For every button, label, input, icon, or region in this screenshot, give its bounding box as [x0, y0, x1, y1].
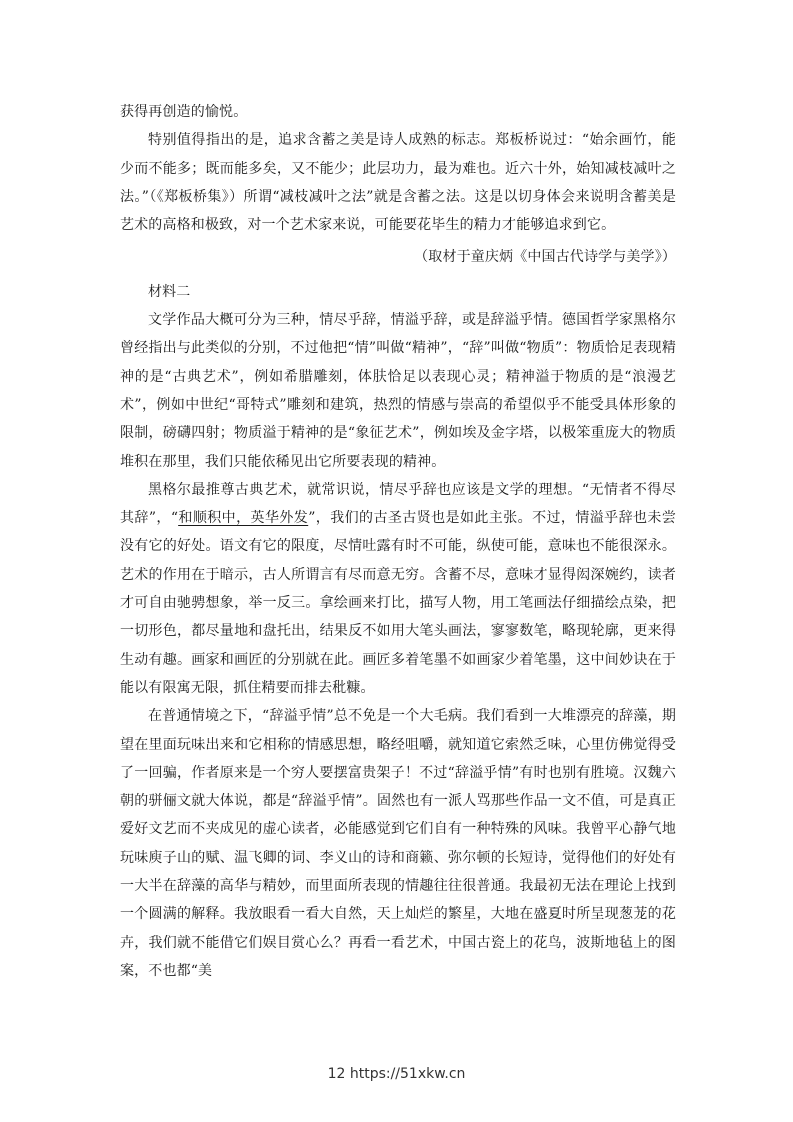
source-citation: （取材于童庆炳《中国古代诗学与美学》） — [414, 249, 676, 266]
page-number: 12 — [327, 1066, 346, 1082]
paragraph-hegel-part-a: 黑格尔最推尊古典艺术，就常识说，情尽乎辞也应该是文学的理想。“无情者不得尽其辞”，“ — [120, 481, 676, 527]
paragraph-zheng-banqiao: 特别值得指出的是，追求含蓄之美是诗人成熟的标志。郑板桥说过：“始余画竹，能少而不能多；既而能多矣，又不能少；此层功力，最为难也。近六十外，始知减枝减叶之法。”（《郑板桥集》）所谓“减枝减叶之法”就是含蓄之法。这是以切身体会来说明含蓄美是艺术的高格和极致，对一个艺术家来说，可能要花毕生的精力才能够追求到它。 — [120, 132, 676, 234]
paragraph-hegel-part-b: ”，我们的古圣古贤也是如此主张。不过，情溢乎辞也未尝没有它的好处。语文有它的限度，尽情吐露有时不可能，纵使可能，意味也不能很深永。艺术的作用在于暗示，古人所谓言有尽而意无穷。含蓄不尽，意味才显得闳深婉约，读者才可自由驰骋想象，举一反三。拿绘画来打比，描写人物，用工笔画法仔细描绘点染，把一切形色，都尽量地和盘托出，结果反不如用大笔头画法，寥寥数笔，略现轮廓，更来得生动有趣。画家和画匠的分别就在此。画匠多着笔墨不如画家少着笔墨，这中间妙诀在于能以有限寓无限，抓住精要而排去秕糠。 — [120, 510, 676, 696]
section-heading-material-2: 材料二 — [148, 283, 191, 300]
paragraph-three-types: 文学作品大概可分为三种，情尽乎辞，情溢乎辞，或是辞溢乎情。德国哲学家黑格尔曾经指出与此类似的分别，不过他把“情”叫做“精神”，“辞”叫做“物质”：物质恰足表现精神的是“古典艺术”，例如希腊雕刻，体肤恰足以表现心灵；精神溢于物质的是“浪漫艺术”，例如中世纪“哥特式”雕刻和建筑，热烈的情感与崇高的希望似乎不能受具体形象的限制，磅礴四射；物质溢于精神的是“象征艺术”，例如埃及金字塔，以极笨重庞大的物质堆积在那里，我们只能依稀见出它所要表现的精神。 — [120, 312, 676, 470]
paragraph-continuation: 获得再创造的愉悦。 — [120, 104, 248, 120]
paragraph-hegel-classical — [120, 476, 676, 702]
document-body — [120, 98, 676, 985]
page-footer — [0, 1066, 793, 1082]
footer-url: https://51xkw.cn — [349, 1066, 466, 1082]
paragraph-ci-yi-hu-qing: 在普通情境之下，“辞溢乎情”总不免是一个大毛病。我们看到一大堆漂亮的辞藻，期望在里面玩味出来和它相称的情感思想，略经咀嚼，就知道它索然乏味，心里仿佛觉得受了一回骗，作者原来是一个穷人要摆富贵架子！不过“辞溢乎情”有时也别有胜境。汉魏六朝的骈俪文就大体说，都是“辞溢乎情”。固然也有一派人骂那些作品一文不值，可是真正爱好文艺而不夹成见的虚心读者，必能感觉到它们自有一种特殊的风味。我曾平心静气地玩味庾子山的赋、温飞卿的词、李义山的诗和商籁、弥尔顿的长短诗，觉得他们的好处有一大半在辞藻的高华与精妙，而里面所表现的情趣往往很普通。我最初无法在理论上找到一个圆满的解释。我放眼看一看大自然，天上灿烂的繁星，大地在盛夏时所呈现葱茏的花卉，我们就不能借它们娱目赏心么？再看一看艺术，中国古瓷上的花鸟，波斯地毡上的图案，不也都“美 — [120, 708, 676, 979]
underlined-phrase: 和顺积中，英华外发 — [178, 510, 309, 527]
